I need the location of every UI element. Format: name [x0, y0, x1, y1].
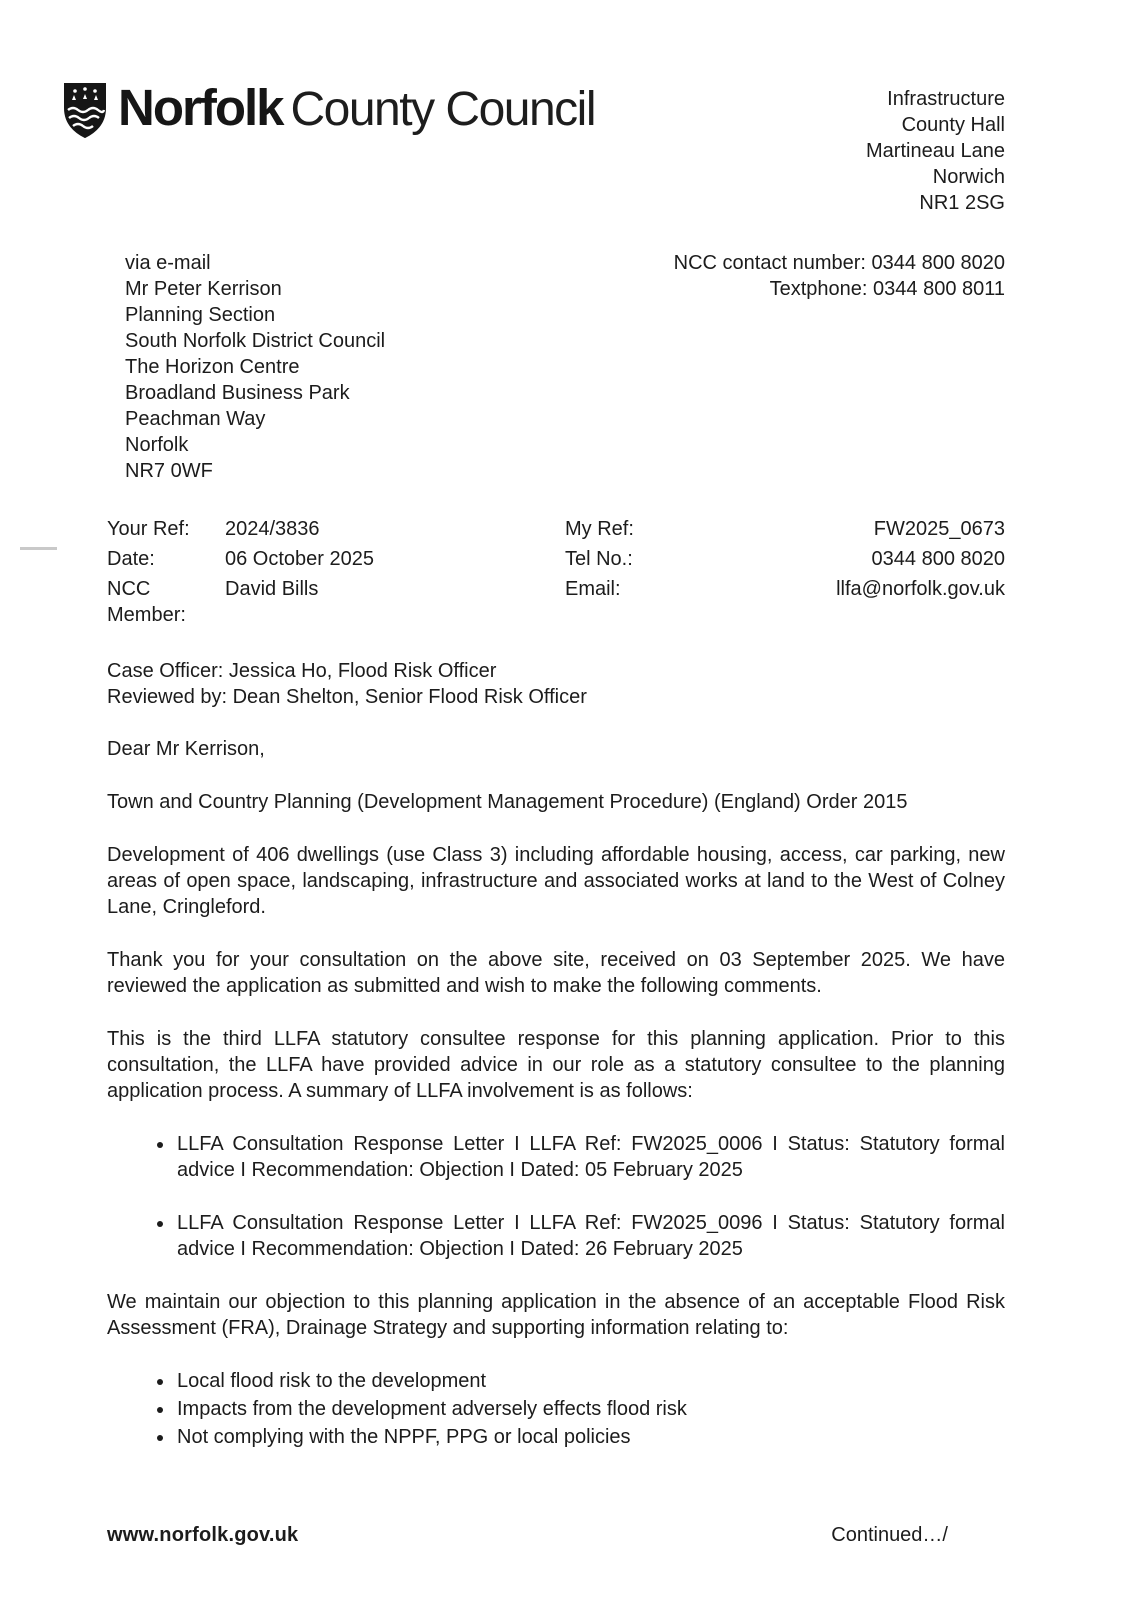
ref-label: NCC Member:	[107, 578, 186, 626]
norfolk-county-council-logo	[62, 79, 595, 145]
fold-mark	[20, 547, 57, 550]
ref-my-ref	[565, 516, 1005, 542]
recipient-line: Peachman Way	[125, 408, 266, 430]
ref-date	[107, 546, 547, 572]
recipient-contact-row	[107, 250, 1005, 484]
ref-value: llfa@norfolk.gov.uk	[836, 578, 1005, 600]
case-officer-line: Case Officer: Jessica Ho, Flood Risk Officer	[107, 660, 497, 682]
ref-email	[565, 576, 1005, 602]
letter-header	[62, 80, 1005, 216]
paragraph-llfa-summary-intro: This is the third LLFA statutory consultee response for this planning application. Prior to this consultation, the LLFA have provided advice in our role as a statutory consultee to the planning application process. A summary of LLFA involvement is as follows:	[107, 1028, 1005, 1102]
recipient-address	[125, 250, 385, 484]
ref-value: 0344 800 8020	[871, 548, 1005, 570]
officer-block	[107, 658, 1005, 710]
ref-value: 2024/3836	[225, 518, 320, 540]
recipient-line: Norfolk	[125, 434, 189, 456]
reviewed-by-line: Reviewed by: Dean Shelton, Senior Flood Risk Officer	[107, 686, 587, 708]
recipient-line: Mr Peter Kerrison	[125, 278, 282, 300]
recipient-line: Planning Section	[125, 304, 276, 326]
ref-label: Email:	[564, 578, 621, 600]
paragraph-consultation-thanks: Thank you for your consultation on the above site, received on 03 September 2025. We have reviewed the application as submitted and wish to make the following comments.	[107, 949, 1005, 997]
ref-your-ref	[107, 516, 547, 542]
refs-right-column	[565, 516, 1005, 632]
ncc-contact-numbers	[674, 250, 1005, 302]
org-name-light: County Council	[290, 83, 595, 136]
ref-label: My Ref:	[564, 518, 634, 540]
reference-block	[107, 516, 1005, 632]
ref-label: Tel No.:	[564, 548, 633, 570]
address-line: Norwich	[932, 166, 1005, 188]
refs-left-column	[107, 516, 547, 632]
subject-development-description: Development of 406 dwellings (use Class 3) including affordable housing, access, car parking, new areas of open space, landscaping, infrastructure and associated works at land to the West of Colney Lane, Cringleford.	[107, 844, 1005, 918]
llfa-response-history-list	[107, 1131, 1005, 1262]
recipient-line: NR7 0WF	[125, 460, 213, 482]
recipient-line: Broadland Business Park	[125, 382, 350, 404]
ref-tel-no	[565, 546, 1005, 572]
address-line: Martineau Lane	[866, 140, 1005, 162]
ref-value: David Bills	[225, 578, 319, 600]
norfolk-crest-icon	[62, 82, 108, 145]
list-item: • LLFA Consultation Response Letter I LLFA Ref: FW2025_0006 I Status: Statutory formal advice I Recommendation: Objection I Dated: 05 February 2025	[175, 1131, 1005, 1183]
ref-label: Your Ref:	[107, 518, 190, 540]
paragraph-objection-statement: We maintain our objection to this planning application in the absence of an acceptable Flood Risk Assessment (FRA), Drainage Strategy and supporting information relating to:	[107, 1291, 1005, 1339]
ref-label: Date:	[107, 548, 155, 570]
org-name	[118, 79, 595, 136]
contact-line: Textphone: 0344 800 8011	[769, 278, 1005, 300]
recipient-line: South Norfolk District Council	[125, 330, 386, 352]
list-item: • Not complying with the NPPF, PPG or local policies	[175, 1424, 1005, 1450]
footer-continued-marker: Continued…/	[831, 1524, 948, 1546]
subject-order-title: Town and Country Planning (Development Management Procedure) (England) Order 2015	[107, 791, 908, 813]
contact-line: NCC contact number: 0344 800 8020	[673, 252, 1005, 274]
letter-footer	[107, 1522, 1005, 1548]
department-address	[866, 86, 1005, 216]
salutation: Dear Mr Kerrison,	[107, 738, 265, 760]
list-item: • Impacts from the development adversely effects flood risk	[175, 1396, 1005, 1422]
ref-value: 06 October 2025	[225, 548, 374, 570]
org-name-bold: Norfolk	[118, 79, 283, 136]
ref-ncc-member	[107, 576, 547, 628]
recipient-line: via e-mail	[125, 252, 211, 274]
recipient-line: The Horizon Centre	[125, 356, 300, 378]
footer-website-url: www.norfolk.gov.uk	[107, 1524, 299, 1546]
ref-value: FW2025_0673	[873, 518, 1005, 540]
address-line: County Hall	[901, 114, 1005, 136]
objection-reasons-list	[107, 1368, 1005, 1450]
address-line: NR1 2SG	[919, 192, 1005, 214]
address-line: Infrastructure	[887, 88, 1005, 110]
list-item: • LLFA Consultation Response Letter I LLFA Ref: FW2025_0096 I Status: Statutory formal advice I Recommendation: Objection I Dated: 26 February 2025	[175, 1210, 1005, 1262]
list-item: • Local flood risk to the development	[175, 1368, 1005, 1394]
